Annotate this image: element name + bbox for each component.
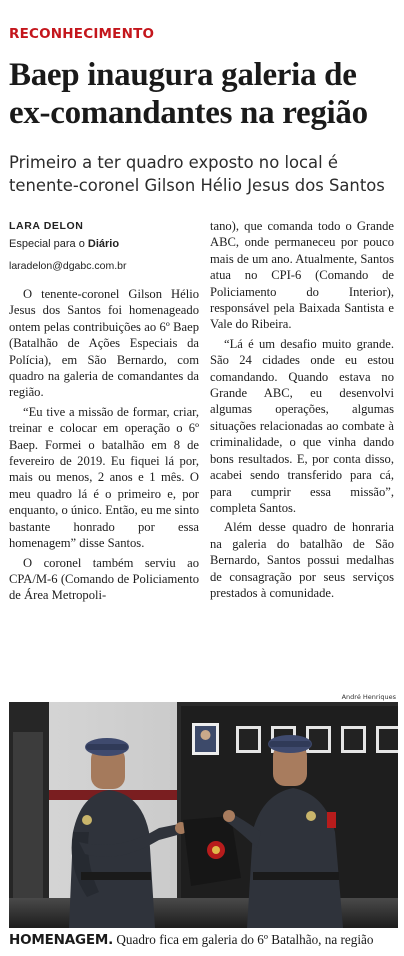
- photo-caption: [9, 930, 401, 950]
- caption-label: HOMENAGEM.: [9, 932, 114, 948]
- article-paragraph: “Eu tive a missão de formar, criar, treinar e colocar em operação o 6º Baep. Formei o batalhão em 8 de fevereiro de 2019. Eu fiquei lá por, mais ou menos, 2 anos e 1 mês. O meu quadro lá é o primeiro e, por enquanto, o único. Então, eu me sinto bastante honrado por essa homenagem” disse Santos.: [9, 404, 199, 551]
- byline-email[interactable]: laradelon@dgabc.com.br: [9, 260, 127, 272]
- article-paragraph: “Lá é um desafio muito grande. São 24 cidades onde eu estou comandando. Quando estava no Grande ABC, eu desenvolvi algumas operações, algumas situações relacionadas ao combate à criminalidade, o que vinha dando bons resultados. E, por conta disso, acabei sendo transferido para cá, para cumprir essa missão”, completa Santos.: [210, 336, 394, 515]
- article-paragraph-continued: tano), que comanda todo o Grande ABC, onde permaneceu por pouco mais de um ano. Atualmente, Santos atua no CPI-6 (Comando de Policiamento do Interior), responsável pela Baixada Santista e Vale do Ribeira.: [210, 219, 394, 332]
- byline-publication: Diário: [87, 238, 120, 250]
- photo-credit: André Henriques: [341, 693, 396, 701]
- subtitle: Primeiro a ter quadro exposto no local é tenente-coronel Gilson Hélio Jesus dos Santos: [9, 153, 385, 195]
- caption-text: Quadro fica em galeria do 6º Batalhão, na região: [113, 932, 374, 947]
- article-paragraph-split: O coronel também serviu ao CPA/M-6 (Comando de Policiamento de Área Metropoli-: [9, 555, 199, 603]
- byline: [9, 219, 199, 276]
- article-column-1: [9, 286, 199, 607]
- photo-illustration: [9, 702, 398, 928]
- headline: Baep inaugura galeria de ex-comandantes na região: [9, 57, 368, 131]
- article-paragraph: O tenente-coronel Gilson Hélio Jesus dos Santos foi homenageado ontem pelas contribuições ao 6º Baep (Batalhão de Ações Especiais da Polícia), em São Bernardo, com quadro na galeria de comandantes da região.: [9, 287, 199, 400]
- article-column-2: [210, 218, 394, 604]
- byline-role: [9, 234, 199, 254]
- section-kicker: RECONHECIMENTO: [9, 26, 155, 42]
- article-paragraph: Além desse quadro de honraria na galeria do batalhão de São Bernardo, Santos possui medalhas de consagração por seus serviços prestados à comunidade.: [210, 520, 394, 600]
- byline-role-prefix: Especial para o: [9, 238, 88, 250]
- article-photo[interactable]: [9, 702, 398, 928]
- byline-author: LARA DELON: [9, 220, 84, 232]
